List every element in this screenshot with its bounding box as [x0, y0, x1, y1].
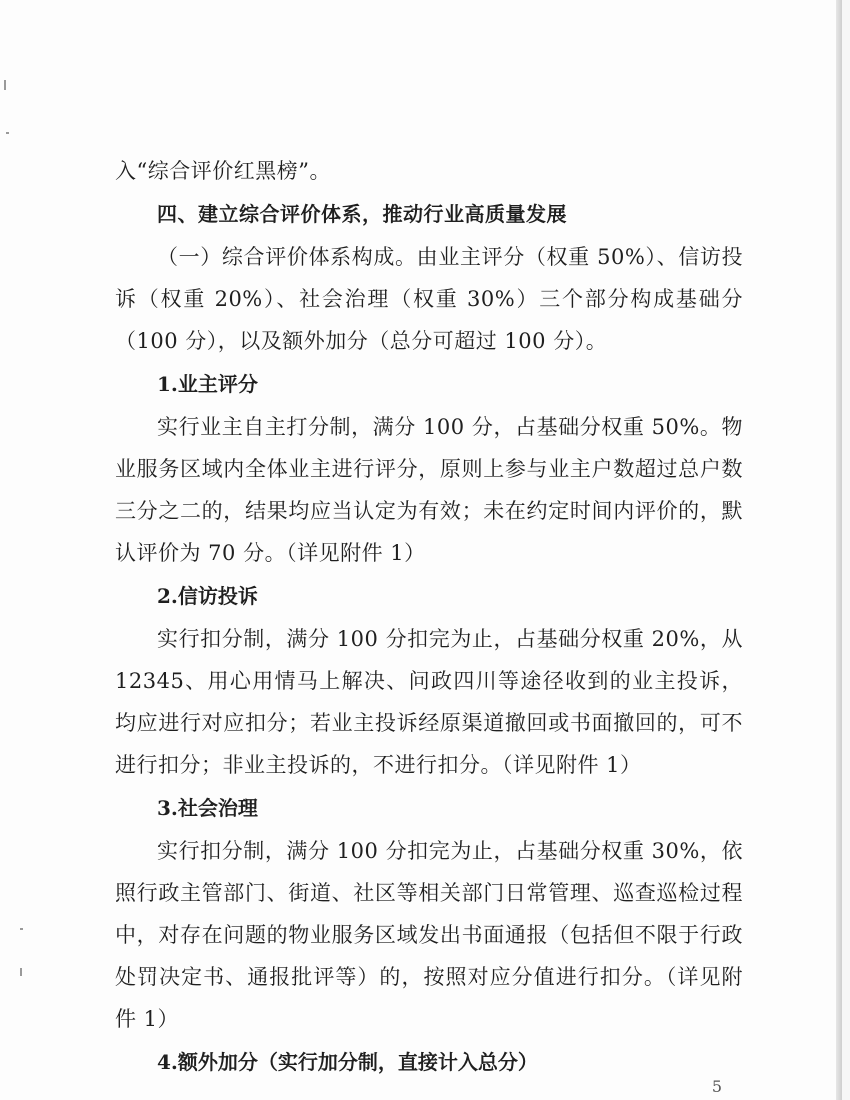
- paragraph-complaints: 实行扣分制，满分 100 分扣完为止，占基础分权重 20%，从 12345、用心用情马上解决、问政四川等途径收到的业主投诉，均应进行对应扣分；若业主投诉经原渠道撤回或书面撤回的，可不进行扣分；非业主投诉的，不进行扣分。（详见附件 1）: [115, 627, 743, 777]
- page-number: 5: [711, 1077, 722, 1096]
- scan-speck: [6, 132, 9, 134]
- page-edge-shadow: [836, 0, 842, 1100]
- paragraph-owner-rating: 实行业主自主打分制，满分 100 分，占基础分权重 50%。物业服务区域内全体业主进行评分，原则上参与业主户数超过总户数三分之二的，结果均应当认定为有效；未在约定时间内评价的，默认评价为 70 分。（详见附件 1）: [115, 415, 743, 565]
- paragraph-continuation: 入“综合评价红黑榜”。: [115, 159, 331, 183]
- paragraph-evaluation-system: （一）综合评价体系构成。由业主评分（权重 50%）、信访投诉（权重 20%）、社会治理（权重 30%）三个部分构成基础分（100 分），以及额外加分（总分可超过 100 分）。: [115, 245, 743, 353]
- subheading-social-governance: 3.社会治理: [157, 796, 258, 820]
- scan-speck: [20, 968, 22, 976]
- subheading-complaints: 2.信访投诉: [157, 584, 258, 608]
- scan-speck: [4, 80, 6, 90]
- paragraph-social-governance: 实行扣分制，满分 100 分扣完为止，占基础分权重 30%，依照行政主管部门、街道、社区等相关部门日常管理、巡查巡检过程中，对存在问题的物业服务区域发出书面通报（包括但不限于行政处罚决定书、通报批评等）的，按照对应分值进行扣分。（详见附件 1）: [115, 839, 743, 1031]
- scan-speck: [20, 928, 23, 930]
- document-body: [115, 150, 743, 1084]
- subheading-extra-points: 4.额外加分（实行加分制，直接计入总分）: [157, 1050, 538, 1074]
- subheading-owner-rating: 1.业主评分: [157, 372, 258, 396]
- scan-edge: [842, 0, 850, 1100]
- section-heading: 四、建立综合评价体系，推动行业高质量发展: [157, 202, 567, 226]
